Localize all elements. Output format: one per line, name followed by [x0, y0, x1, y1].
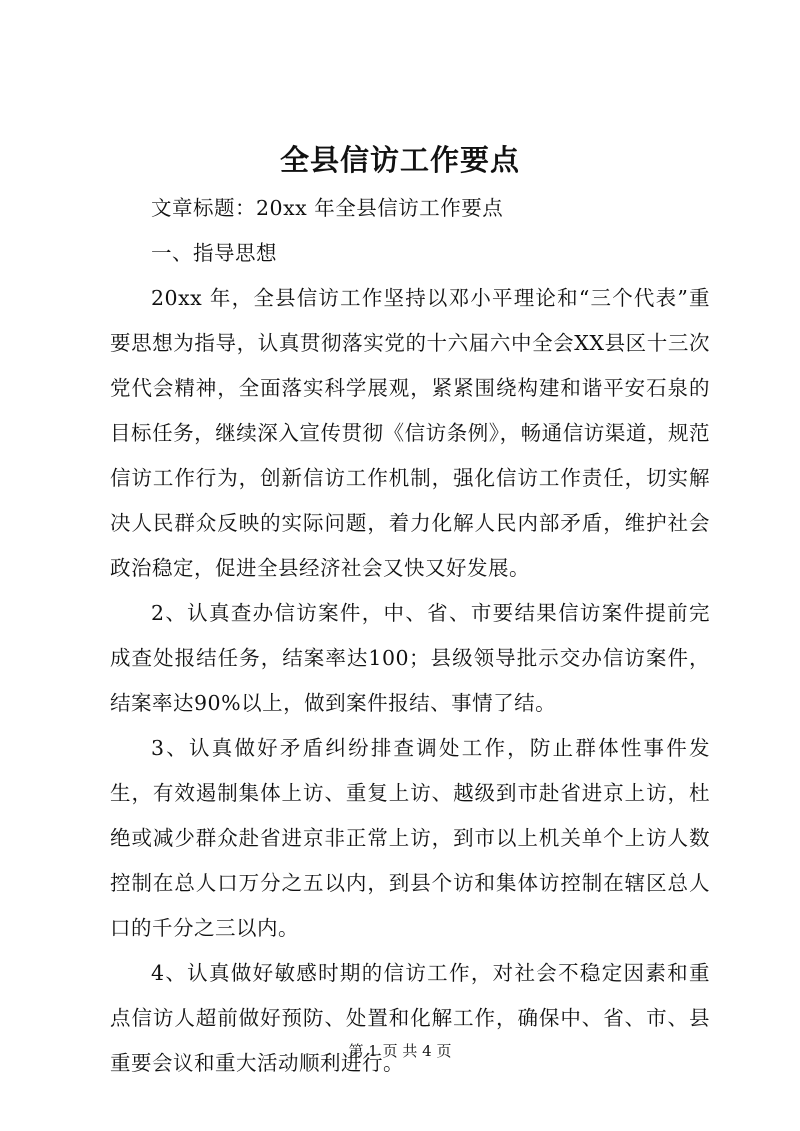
paragraph-point-3: 3、认真做好矛盾纠纷排查调处工作，防止群体性事件发生，有效遏制集体上访、重复上访、越级到市赴省进京上访，杜绝或减少群众赴省进京非正常上访，到市以上机关单个上访人数控制在总人口万分之五以内，到县个访和集体访控制在辖区总人口的千分之三以内。	[110, 736, 710, 940]
paragraph-point-4: 4、认真做好敏感时期的信访工作，对社会不稳定因素和重点信访人超前做好预防、处置和化解工作，确保中、省、市、县重要会议和重大活动顺利进行。	[110, 961, 710, 1075]
article-title-line: 文章标题：20xx 年全县信访工作要点	[151, 196, 504, 220]
section-heading-guiding-ideology: 一、指导思想	[151, 241, 277, 265]
document-title: 全县信访工作要点	[279, 143, 520, 177]
paragraph-guiding-ideology: 20xx 年，全县信访工作坚持以邓小平理论和“三个代表”重要思想为指导，认真贯彻落实党的十六届六中全会XX县区十三次党代会精神，全面落实科学展观，紧紧围绕构建和谐平安石泉的目标任务，继续深入宣传贯彻《信访条例》，畅通信访渠道，规范信访工作行为，创新信访工作机制，强化信访工作责任，切实解决人民群众反映的实际问题，着力化解人民内部矛盾，维护社会政治稳定，促进全县经济社会又快又好发展。	[110, 286, 710, 580]
paragraph-point-2: 2、认真查办信访案件，中、省、市要结果信访案件提前完成查处报结任务，结案率达100；县级领导批示交办信访案件，结案率达90%以上，做到案件报结、事情了结。	[110, 601, 710, 715]
page-number-footer: 第 1 页 共 4 页	[348, 1042, 452, 1060]
document-body	[110, 186, 710, 1086]
